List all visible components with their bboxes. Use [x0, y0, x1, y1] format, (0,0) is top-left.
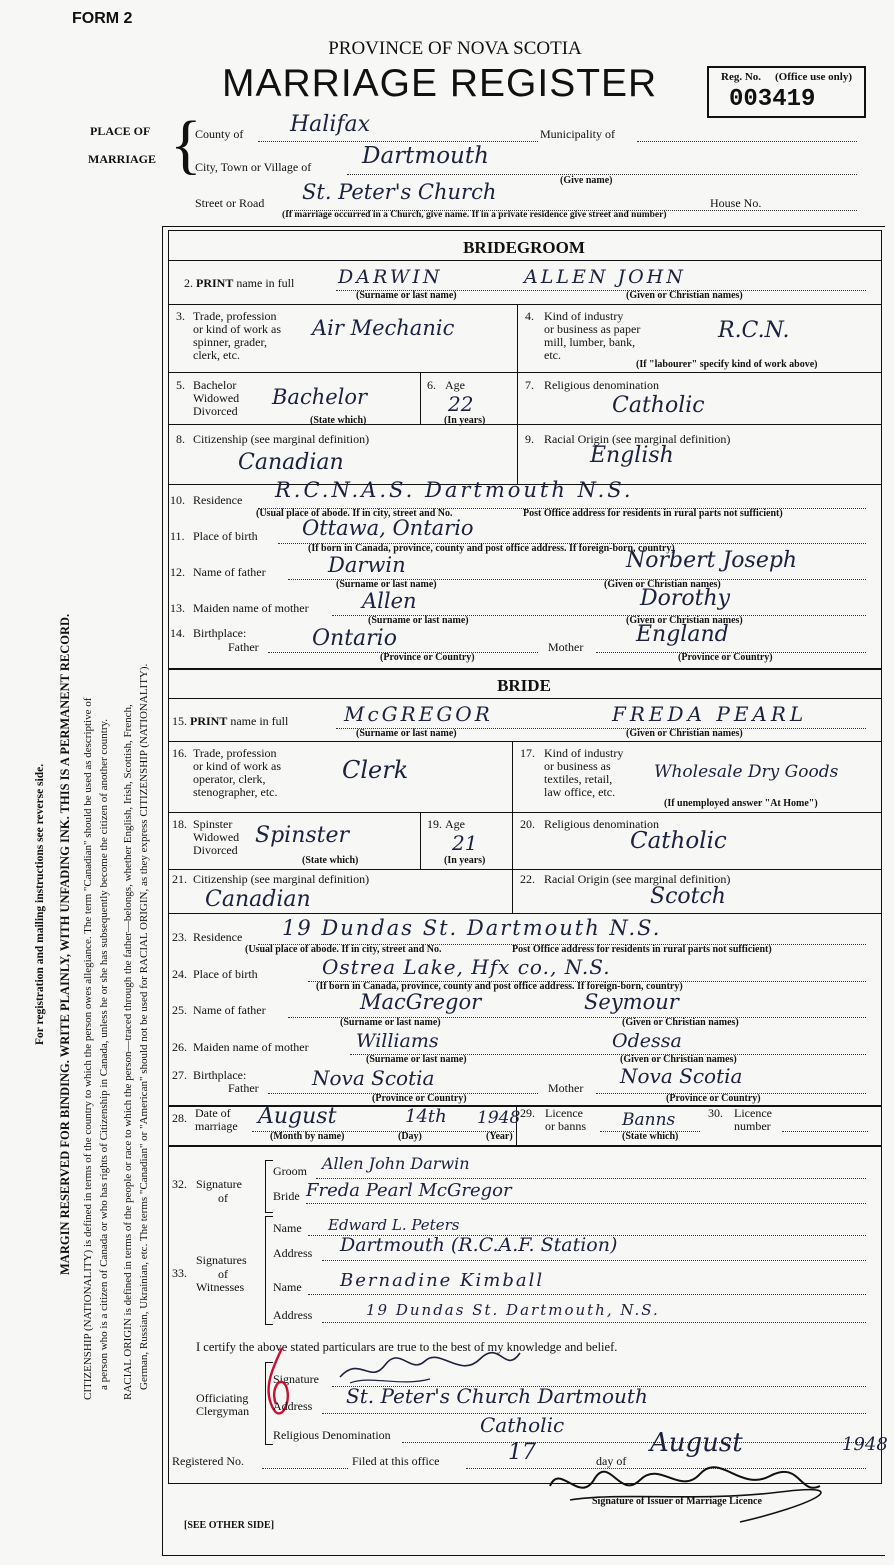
bride-birth: Ostrea Lake, Hfx co., N.S. — [322, 955, 611, 979]
groom-status-l3: Divorced — [193, 404, 238, 418]
bride-heading: BRIDE — [497, 676, 551, 695]
clergy-address-line — [322, 1413, 866, 1414]
province-heading: PROVINCE OF NOVA SCOTIA — [328, 38, 582, 59]
groom-given: ALLEN JOHN — [524, 266, 686, 288]
bride-n24: 24. — [172, 967, 187, 981]
groom-residence: R.C.N.A.S. Dartmouth N.S. — [275, 478, 634, 502]
groom-bottom-rule — [168, 668, 882, 670]
groom-status: Bachelor — [272, 385, 368, 409]
groom-father-label: Name of father — [193, 565, 266, 579]
reg-box — [707, 66, 866, 118]
groom-mother-surname: Allen — [362, 589, 417, 613]
groom-mother-given: Dorothy — [640, 586, 731, 611]
house-label: House No. — [710, 196, 762, 210]
filed-label: Filed at this office — [352, 1454, 440, 1468]
groom-residence-label: Residence — [193, 493, 243, 507]
off-label-2: Clergyman — [196, 1404, 250, 1418]
groom-n8: 8. — [176, 432, 185, 446]
groom-n10: 10. — [170, 493, 185, 507]
w2-address-label: Address — [273, 1308, 313, 1322]
groom-bp-father-note: (Province or Country) — [380, 652, 475, 663]
place-note: (If marriage occurred in a Church, give name. If in a private residence give street and number) — [282, 210, 667, 220]
groom-religion: Catholic — [612, 393, 705, 418]
groom-racial-label: Racial Origin (see marginal definition) — [544, 432, 731, 446]
n29: 29. — [520, 1106, 535, 1120]
groom-mother-label: Maiden name of mother — [193, 601, 309, 615]
groom-status-l1: Bachelor — [193, 378, 237, 392]
bride-religion-label: Religious denomination — [544, 817, 659, 831]
bride-ind-l4: law office, etc. — [544, 785, 616, 799]
bride-rule-d — [168, 913, 882, 914]
place-heading-1: PLACE OF — [90, 124, 151, 138]
clergy-sig-stroke-2 — [350, 1379, 430, 1383]
groom-n4: 4. — [525, 309, 534, 323]
sig-bracket-bottom — [265, 1212, 273, 1213]
bride-n22: 22. — [520, 872, 535, 886]
bride-name-label: name in full — [230, 714, 289, 728]
clergy-sig-stroke-1 — [340, 1353, 520, 1377]
give-name-note: (Give name) — [560, 175, 613, 186]
county-value: Halifax — [290, 112, 371, 137]
n30: 30. — [708, 1106, 723, 1120]
date-bottom-rule — [168, 1145, 882, 1147]
bride-n17: 17. — [520, 746, 535, 760]
wit-label-1: Signatures — [196, 1253, 247, 1267]
form-label: FORM 2 — [72, 10, 133, 27]
w2-address: 19 Dundas St. Dartmouth, N.S. — [366, 1301, 660, 1319]
groom-bp-mother: England — [636, 622, 729, 647]
groom-n3: 3. — [176, 309, 185, 323]
bride-industry: Wholesale Dry Goods — [654, 762, 839, 782]
bride-age: 21 — [452, 831, 478, 855]
bride-trade-l4: stenographer, etc. — [193, 785, 278, 799]
groom-religion-label: Religious denomination — [544, 378, 659, 392]
bride-trade: Clerk — [342, 756, 409, 784]
bride-signature: Freda Pearl McGregor — [306, 1180, 512, 1201]
groom-father-surname-note: (Surname or last name) — [336, 579, 437, 590]
bride-bp-father-label: Father — [228, 1081, 259, 1095]
groom-age: 22 — [448, 392, 474, 416]
w1-name-label: Name — [273, 1221, 302, 1235]
bride-split-18-19 — [420, 812, 421, 869]
clergy-denom-label: Religious Denomination — [273, 1428, 391, 1442]
filed-year: 1948 — [842, 1434, 888, 1455]
bride-father-given-note: (Given or Christian names) — [622, 1017, 739, 1028]
groom-father-given: Norbert Joseph — [626, 548, 798, 573]
groom-industry: R.C.N. — [718, 318, 790, 343]
licence-label-2: or banns — [545, 1119, 586, 1133]
n33: 33. — [172, 1266, 187, 1280]
bride-state-which: (State which) — [302, 855, 359, 866]
groom-mother-given-note: (Given or Christian names) — [626, 615, 743, 626]
groom-ind-l1: Kind of industry — [544, 309, 624, 323]
clergy-denom: Catholic — [480, 1413, 565, 1437]
margin-citizenship-1: CITIZENSHIP (NATIONALITY) is defined in terms of the country to which the person owes allegiance. The term "Canadian" should be used as descriptive of — [82, 697, 94, 1400]
registered-label: Registered No. — [172, 1454, 244, 1468]
registered-line — [262, 1468, 348, 1469]
marriage-month: August — [258, 1104, 337, 1129]
bride-n15: 15. — [172, 714, 187, 728]
licence-value: Banns — [622, 1110, 676, 1130]
groom-rule-c — [168, 424, 882, 425]
bride-split-16-17 — [512, 741, 513, 869]
groom-trade: Air Mechanic — [312, 316, 455, 340]
groom-n5: 5. — [176, 378, 185, 392]
bride-trade-l3: operator, clerk, — [193, 772, 266, 786]
bride-sig-line — [306, 1203, 866, 1204]
page-title: MARRIAGE REGISTER — [222, 62, 658, 105]
bride-mother-surname-note: (Surname or last name) — [366, 1054, 467, 1065]
municipality-line — [637, 141, 857, 142]
groom-trade-l1: Trade, profession — [193, 309, 277, 323]
w2-address-line — [322, 1322, 866, 1323]
groom-residence-note-b: Post Office address for residents in rural parts not sufficient) — [523, 508, 783, 519]
n32: 32. — [172, 1177, 187, 1191]
bride-bp-father-note: (Province or Country) — [372, 1093, 467, 1104]
margin-racial-1: RACIAL ORIGIN is defined in terms of the people or race to which the person—traced through the father—belongs, whether English, Irish, Scottish, French, — [122, 704, 134, 1400]
groom-status-l2: Widowed — [193, 391, 240, 405]
groom-row-2 — [184, 276, 294, 291]
see-other-side: [SEE OTHER SIDE] — [184, 1520, 275, 1531]
w1-name: Edward L. Peters — [328, 1216, 460, 1234]
licence-no-label-2: number — [734, 1119, 771, 1133]
bride-n18: 18. — [172, 817, 187, 831]
wit-label-2: of — [218, 1267, 228, 1281]
groom-name-label: name in full — [236, 276, 295, 290]
groom-sig-line — [316, 1178, 866, 1179]
bridegroom-heading: BRIDEGROOM — [463, 238, 585, 257]
bride-birth-note: (If born in Canada, province, county and post office address. If foreign-born, country) — [316, 981, 683, 992]
bride-split-21-22 — [512, 869, 513, 913]
groom-split-8-9 — [517, 424, 518, 484]
bride-status-l2: Widowed — [193, 830, 240, 844]
groom-given-note: (Given or Christian names) — [626, 290, 743, 301]
bride-mother-surname: Williams — [356, 1030, 439, 1052]
reg-label: Reg. No. — [721, 71, 762, 83]
groom-birth: Ottawa, Ontario — [302, 516, 474, 540]
certify-text: I certify the above stated particulars are true to the best of my knowledge and belief. — [196, 1340, 618, 1354]
bride-top-rule — [168, 698, 882, 699]
groom-n9: 9. — [525, 432, 534, 446]
groom-top-rule — [168, 260, 882, 261]
clergy-signature-label: Signature — [273, 1372, 319, 1386]
groom-father-surname: Darwin — [328, 553, 406, 577]
bride-status: Spinster — [255, 823, 350, 848]
sig-label-1: Signature — [196, 1177, 242, 1191]
sig-bracket-top — [265, 1160, 273, 1161]
municipality-label: Municipality of — [540, 127, 615, 141]
groom-citizenship: Canadian — [238, 450, 344, 475]
off-label-1: Officiating — [196, 1391, 249, 1405]
groom-rule-b — [168, 372, 882, 373]
groom-signature: Allen John Darwin — [322, 1154, 470, 1173]
groom-industry-note: (If "labourer" specify kind of work above) — [636, 359, 818, 370]
bride-surname-note: (Surname or last name) — [356, 728, 457, 739]
groom-sig-label: Groom — [273, 1164, 307, 1178]
brace: { — [170, 108, 202, 181]
groom-surname-note: (Surname or last name) — [356, 290, 457, 301]
bride-given-note: (Given or Christian names) — [626, 728, 743, 739]
groom-n14: 14. — [170, 626, 185, 640]
filed-month: August — [650, 1428, 743, 1458]
groom-racial: English — [590, 443, 674, 468]
bride-ind-l1: Kind of industry — [544, 746, 624, 760]
groom-trade-l2: or kind of work as — [193, 322, 281, 336]
bride-given: FREDA PEARL — [612, 702, 808, 726]
bride-residence-note-b: Post Office address for residents in rural parts not sufficient) — [512, 944, 772, 955]
sig-bracket — [265, 1160, 266, 1212]
clergy-bracket-bottom — [265, 1444, 273, 1445]
wit-bracket-top — [265, 1216, 273, 1217]
bride-father-surname: MacGregor — [360, 990, 482, 1014]
bride-trade-l1: Trade, profession — [193, 746, 277, 760]
bride-mother-given: Odessa — [612, 1030, 682, 1052]
clergy-address-label: Address — [273, 1399, 313, 1413]
groom-bp-mother-label: Mother — [548, 640, 584, 654]
groom-n7: 7. — [525, 378, 534, 392]
bride-sig-label: Bride — [273, 1189, 300, 1203]
red-check-mark — [252, 1340, 312, 1430]
groom-n13: 13. — [170, 601, 185, 615]
clergy-address: St. Peter's Church Dartmouth — [346, 1384, 648, 1408]
issuer-signature-scribble — [540, 1456, 830, 1526]
bride-row-15 — [172, 714, 288, 729]
margin-binding-note: MARGIN RESERVED FOR BINDING. WRITE PLAINLY, WITH UNFADING INK. THIS IS A PERMANENT RECORD. — [58, 613, 72, 1275]
bride-n21: 21. — [172, 872, 187, 886]
groom-birth-note: (If born in Canada, province, county and post office address. If foreign-born, country) — [308, 543, 675, 554]
bride-bp-mother: Nova Scotia — [620, 1064, 743, 1088]
marriage-day: 14th — [405, 1106, 447, 1127]
bride-father-surname-note: (Surname or last name) — [340, 1017, 441, 1028]
bride-in-years: (In years) — [444, 855, 486, 866]
groom-in-years: (In years) — [444, 415, 486, 426]
groom-citizenship-label: Citizenship (see marginal definition) — [193, 432, 370, 446]
bride-religion: Catholic — [630, 828, 727, 854]
groom-split-5-6 — [420, 372, 421, 424]
bride-mother-label: Maiden name of mother — [193, 1040, 309, 1054]
groom-birth-label: Place of birth — [193, 529, 258, 543]
month-note: (Month by name) — [270, 1131, 345, 1142]
bride-citizenship-label: Citizenship (see marginal definition) — [193, 872, 370, 886]
licence-no-line — [782, 1131, 868, 1132]
bride-residence-note: (Usual place of abode. If in city, street and No. — [245, 944, 442, 955]
filed-day: 17 — [508, 1440, 536, 1465]
bride-father-given: Seymour — [584, 990, 679, 1014]
city-label: City, Town or Village of — [195, 160, 312, 174]
clergy-denom-line — [402, 1442, 866, 1443]
wit-label-3: Witnesses — [196, 1280, 245, 1294]
bride-bp-label: Birthplace: — [193, 1068, 247, 1082]
groom-print: PRINT — [196, 276, 234, 290]
issuer-label: Signature of Issuer of Marriage Licence — [592, 1496, 762, 1507]
groom-ind-l2: or business as paper — [544, 322, 641, 336]
bride-industry-note: (If unemployed answer "At Home") — [664, 798, 818, 809]
groom-rule-a — [168, 304, 882, 305]
bride-n20: 20. — [520, 817, 535, 831]
groom-residence-note: (Usual place of abode. If in city, street and No. — [256, 508, 453, 519]
margin-citizenship-2: a person who is a citizen of Canada or who has rights of Citizenship in Canada, unless he or she has subsequently become the citizen of another country. — [98, 718, 110, 1390]
groom-ind-l3: mill, lumber, bank, — [544, 335, 636, 349]
bride-racial-label: Racial Origin (see marginal definition) — [544, 872, 731, 886]
bride-surname: McGREGOR — [344, 702, 493, 726]
bride-n26: 26. — [172, 1040, 187, 1054]
date-label-2: marriage — [195, 1119, 238, 1133]
day-note: (Day) — [398, 1131, 422, 1142]
bride-ind-l2: or business as — [544, 759, 611, 773]
place-heading-2: MARRIAGE — [88, 152, 156, 166]
groom-father-given-note: (Given or Christian names) — [604, 579, 721, 590]
groom-trade-l3: spinner, grader, — [193, 335, 268, 349]
bride-age-label: Age — [445, 817, 465, 831]
bride-rule-c — [168, 869, 882, 870]
groom-n6: 6. — [427, 378, 436, 392]
bride-bp-mother-note: (Province or Country) — [666, 1093, 761, 1104]
county-label: County of — [195, 127, 244, 141]
reg-office-note: (Office use only) — [775, 71, 852, 83]
w1-address-label: Address — [273, 1246, 313, 1260]
groom-bp-father-label: Father — [228, 640, 259, 654]
bride-citizenship: Canadian — [205, 887, 311, 912]
w1-address: Dartmouth (R.C.A.F. Station) — [340, 1234, 618, 1256]
bride-residence-label: Residence — [193, 930, 243, 944]
groom-n2: 2. — [184, 276, 193, 290]
bride-racial: Scotch — [650, 884, 726, 909]
year-note: (Year) — [486, 1131, 513, 1142]
bride-n25: 25. — [172, 1003, 187, 1017]
wit-bracket-bottom — [265, 1324, 273, 1325]
street-value: St. Peter's Church — [302, 180, 497, 204]
w2-name-label: Name — [273, 1280, 302, 1294]
day-of-label: day of — [596, 1454, 627, 1468]
w1-address-line — [322, 1260, 866, 1261]
groom-state-which: (State which) — [310, 415, 367, 426]
groom-n12: 12. — [170, 565, 185, 579]
groom-mother-surname-note: (Surname or last name) — [368, 615, 469, 626]
w2-name-line — [308, 1294, 866, 1295]
groom-trade-l4: clerk, etc. — [193, 348, 240, 362]
licence-no-label-1: Licence — [734, 1106, 772, 1120]
n28: 28. — [172, 1111, 187, 1125]
bride-trade-l2: or kind of work as — [193, 759, 281, 773]
bride-rule-a — [168, 741, 882, 742]
margin-instructions: For registration and mailing instructions see reverse side. — [34, 763, 46, 1045]
w2-name: Bernadine Kimball — [340, 1270, 545, 1291]
county-line — [258, 141, 538, 142]
bride-bp-father: Nova Scotia — [312, 1066, 435, 1090]
sig-label-2: of — [218, 1191, 228, 1205]
wit-bracket — [265, 1216, 266, 1324]
bride-ind-l3: textiles, retail, — [544, 772, 613, 786]
bride-print: PRINT — [190, 714, 228, 728]
bride-birth-label: Place of birth — [193, 967, 258, 981]
licence-state-note: (State which) — [622, 1131, 679, 1142]
groom-split-3-4 — [517, 304, 518, 424]
bride-rule-b — [168, 812, 882, 813]
bride-n27: 27. — [172, 1068, 187, 1082]
issuer-sig-stroke-1 — [550, 1467, 820, 1488]
bride-n19: 19. — [427, 817, 442, 831]
city-value: Dartmouth — [362, 143, 489, 169]
groom-surname: DARWIN — [338, 266, 443, 288]
bride-bp-mother-label: Mother — [548, 1081, 584, 1095]
bride-mother-given-note: (Given or Christian names) — [620, 1054, 737, 1065]
bride-n23: 23. — [172, 930, 187, 944]
bride-residence: 19 Dundas St. Dartmouth N.S. — [282, 916, 662, 940]
bride-father-label: Name of father — [193, 1003, 266, 1017]
date-label-1: Date of — [195, 1106, 231, 1120]
bride-n16: 16. — [172, 746, 187, 760]
groom-n11: 11. — [170, 529, 185, 543]
groom-age-label: Age — [445, 378, 465, 392]
reg-number: 003419 — [729, 86, 816, 113]
groom-bp-father: Ontario — [312, 626, 397, 651]
margin-racial-2: German, Russian, Ukrainian, etc. The terms "Canadian" or "American" should not be used for RACIAL ORIGIN, as they express CITIZENSHIP (NATIONALITY). — [138, 663, 150, 1390]
section-frame — [168, 230, 882, 1484]
groom-bp-label: Birthplace: — [193, 626, 247, 640]
bride-status-l3: Divorced — [193, 843, 238, 857]
street-label: Street or Road — [195, 196, 265, 210]
licence-label-1: Licence — [545, 1106, 583, 1120]
marriage-year: 1948 — [477, 1108, 521, 1128]
bride-status-l1: Spinster — [193, 817, 233, 831]
groom-ind-l4: etc. — [544, 348, 561, 362]
groom-bp-mother-note: (Province or Country) — [678, 652, 773, 663]
